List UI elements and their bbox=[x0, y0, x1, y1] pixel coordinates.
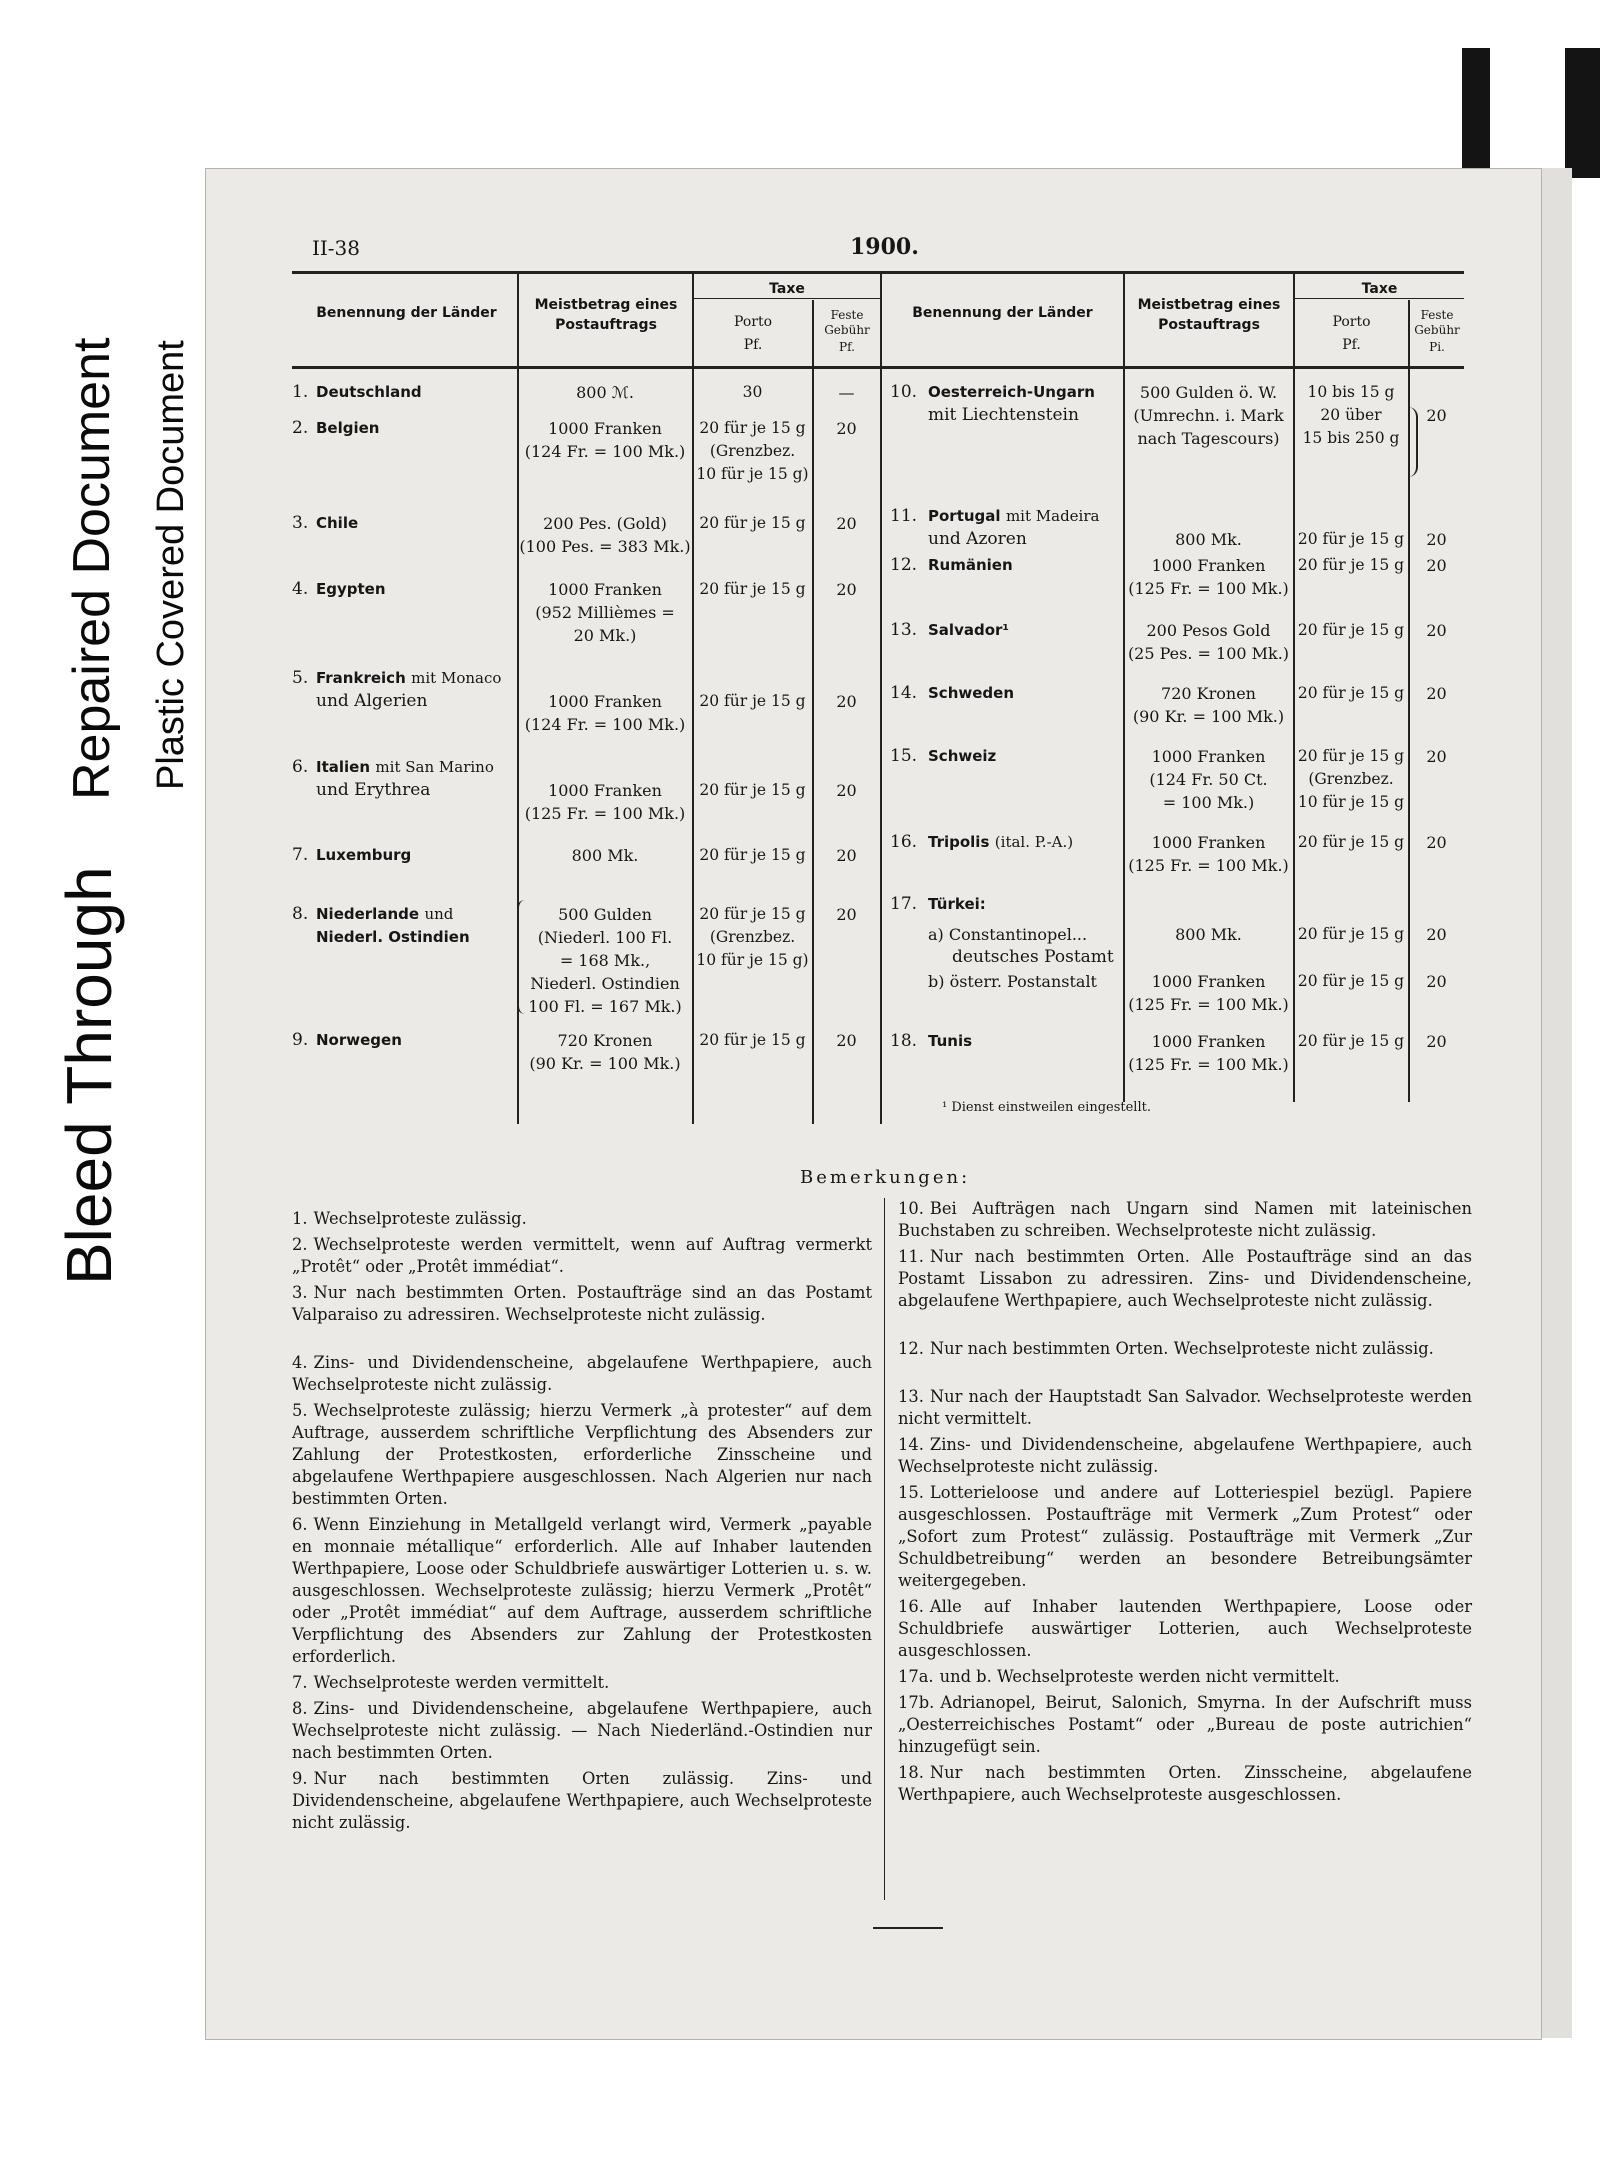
max-amount-cell: (25 Pes. = 100 Mk.) bbox=[1127, 644, 1290, 663]
header-max-amount: Meistbetrag eines Postauftrags bbox=[1137, 297, 1281, 333]
remark-item bbox=[292, 1282, 872, 1326]
porto-cell: 20 für je 15 g bbox=[1297, 925, 1405, 943]
remark-item bbox=[898, 1386, 1472, 1430]
max-amount-cell: 20 Mk.) bbox=[573, 626, 637, 645]
max-amount-cell: = 100 Mk.) bbox=[1162, 793, 1255, 812]
country-name: Egypten bbox=[316, 580, 386, 598]
porto-cell: 20 für je 15 g bbox=[1297, 1032, 1405, 1050]
row-number: 17. bbox=[890, 894, 918, 914]
country-cell bbox=[316, 381, 516, 404]
header-porto: Porto bbox=[733, 314, 773, 330]
remark-text: Zins- und Dividendenscheine, abgelaufene Werthpapiere, auch Wechselproteste nicht zulässig. bbox=[898, 1435, 1472, 1476]
remark-text: Adrianopel, Beirut, Salonich, Smyrna. In der Aufschrift muss „Oesterreichisches Postamt“ oder „Bureau de poste autrichien“ hinzugefügt sein. bbox=[898, 1693, 1472, 1756]
country-cell bbox=[316, 756, 516, 779]
remark-item bbox=[292, 1400, 872, 1510]
fee-cell: 20 bbox=[1426, 1032, 1447, 1051]
header-porto-unit: Pf. bbox=[743, 337, 763, 353]
country-line-2: Niederl. Ostindien bbox=[316, 928, 470, 946]
row-number: 5. bbox=[292, 668, 309, 688]
remark-item bbox=[898, 1198, 1472, 1242]
country-suffix: mit San Marino bbox=[375, 758, 494, 776]
fee-cell: 20 bbox=[1426, 406, 1447, 425]
remark-number: 15. bbox=[898, 1483, 924, 1502]
max-amount-cell: = 168 Mk., bbox=[559, 951, 651, 970]
porto-cell: 10 für je 15 g) bbox=[696, 951, 809, 969]
country-cell bbox=[928, 505, 1122, 528]
max-amount-cell: (100 Pes. = 383 Mk.) bbox=[519, 537, 691, 556]
remark-number: 4. bbox=[292, 1353, 308, 1372]
fee-cell: 20 bbox=[1426, 972, 1447, 991]
country-name: Belgien bbox=[316, 419, 380, 437]
max-amount-cell: 800 Mk. bbox=[1175, 530, 1242, 549]
country-name: Schweden bbox=[928, 684, 1014, 702]
max-amount-cell: (125 Fr. = 100 Mk.) bbox=[1128, 579, 1289, 598]
max-amount-cell: nach Tagescours) bbox=[1137, 429, 1280, 448]
max-amount-cell: 800 Mk. bbox=[571, 846, 639, 865]
country-name: Norwegen bbox=[316, 1031, 402, 1049]
remark-item bbox=[292, 1672, 872, 1694]
max-amount-cell: 1000 Franken bbox=[1151, 972, 1266, 991]
country-cell bbox=[928, 893, 1122, 916]
row-number: 11. bbox=[890, 506, 918, 526]
max-amount-cell: (Niederl. 100 Fl. bbox=[537, 928, 673, 947]
country-cell bbox=[316, 1029, 516, 1052]
country-line-2: und Azoren bbox=[928, 529, 1027, 549]
header-porto: Porto bbox=[1332, 314, 1371, 330]
remark-number: 16. bbox=[898, 1597, 924, 1616]
remark-item bbox=[292, 1208, 872, 1230]
country-name: Türkei: bbox=[928, 895, 986, 913]
max-amount-cell: 1000 Franken bbox=[548, 419, 662, 438]
remark-text: Bei Aufträgen nach Ungarn sind Namen mit lateinischen Buchstaben zu schreiben. Wechselproteste nicht zulässig. bbox=[898, 1199, 1472, 1240]
remark-text: Wechselproteste werden vermittelt, wenn auf Auftrag vermerkt „Protêt“ oder „Protêt immédiat“. bbox=[292, 1235, 872, 1276]
remark-item bbox=[292, 1352, 872, 1396]
country-cell bbox=[928, 554, 1122, 577]
remark-number: 8. bbox=[292, 1699, 308, 1718]
country-cell bbox=[928, 745, 1122, 768]
country-name: Schweiz bbox=[928, 747, 997, 765]
remark-number: 17a. bbox=[898, 1667, 934, 1686]
porto-cell: 20 für je 15 g bbox=[1297, 747, 1405, 765]
porto-cell: 20 für je 15 g bbox=[1297, 833, 1405, 851]
fee-cell: 20 bbox=[1426, 621, 1447, 640]
max-amount-cell: 1000 Franken bbox=[548, 781, 662, 800]
max-amount-cell: (125 Fr. = 100 Mk.) bbox=[524, 804, 686, 823]
country-cell bbox=[928, 970, 1122, 994]
max-amount-cell: 500 Gulden ö. W. bbox=[1139, 383, 1278, 402]
country-name: Tripolis bbox=[928, 833, 990, 851]
country-name: Deutschland bbox=[316, 383, 422, 401]
remark-text: Lotterieloose und andere auf Lotteriespiel bezügl. Papiere ausgeschlossen. Postaufträge mit Vermerk „Zum Protest“ oder „Sofort zum Protest“ zulässig. Postaufträge mit Vermerk „Zur Schuldbetreibung“ werden an besondere Betreibungsämter weitergegeben. bbox=[898, 1483, 1472, 1590]
country-cell bbox=[928, 619, 1122, 642]
remark-item bbox=[898, 1482, 1472, 1592]
country-suffix: mit Madeira bbox=[1005, 507, 1100, 525]
remarks-divider bbox=[884, 1198, 885, 1900]
remark-item bbox=[292, 1514, 872, 1668]
row-number: 13. bbox=[890, 620, 918, 640]
fee-cell: 20 bbox=[836, 580, 857, 599]
header-fee: Feste Gebühr bbox=[1414, 308, 1460, 337]
country-name: b) österr. Postanstalt bbox=[928, 972, 1097, 991]
bleed-through-label: Bleed Through bbox=[53, 866, 125, 1285]
country-name: Rumänien bbox=[928, 556, 1013, 574]
row-number: 16. bbox=[890, 832, 918, 852]
remark-number: 11. bbox=[898, 1247, 924, 1266]
max-amount-cell: (90 Kr. = 100 Mk.) bbox=[1132, 707, 1285, 726]
remark-text: Zins- und Dividendenscheine, abgelaufene Werthpapiere, auch Wechselproteste nicht zulässig. — Nach Niederländ.-Ostindien nur nach bestimmten Orten. bbox=[292, 1699, 872, 1762]
row-number: 12. bbox=[890, 555, 918, 575]
fee-cell: 20 bbox=[1426, 925, 1447, 944]
header-country: Benennung der Länder bbox=[912, 305, 1093, 321]
max-amount-cell: 800 Mk. bbox=[1175, 925, 1242, 944]
country-name: Oesterreich-Ungarn bbox=[928, 383, 1095, 401]
max-amount-cell: 200 Pes. (Gold) bbox=[543, 514, 667, 533]
remark-text: Alle auf Inhaber lautenden Werthpapiere, Loose oder Schuldbriefe auswärtiger Lotterien, auch Wechselproteste ausgeschlossen. bbox=[898, 1597, 1472, 1660]
country-cell bbox=[928, 831, 1122, 854]
footnote: ¹ Dienst einstweilen eingestellt. bbox=[942, 1100, 1151, 1115]
end-rule bbox=[873, 1927, 943, 1929]
row-number: 15. bbox=[890, 746, 918, 766]
country-line-2: deutsches Postamt bbox=[952, 947, 1114, 967]
page-year: 1900. bbox=[850, 234, 919, 260]
fee-cell: 20 bbox=[836, 514, 857, 533]
country-cell bbox=[316, 844, 516, 867]
country-name: Chile bbox=[316, 514, 359, 532]
remark-number: 12. bbox=[898, 1339, 924, 1358]
remark-item bbox=[898, 1338, 1472, 1360]
remark-item bbox=[292, 1698, 872, 1764]
max-amount-cell: 720 Kronen bbox=[557, 1031, 653, 1050]
remark-text: Nur nach der Hauptstadt San Salvador. Wechselproteste werden nicht vermittelt. bbox=[898, 1387, 1472, 1428]
row-number: 7. bbox=[292, 845, 309, 865]
country-name: Salvador¹ bbox=[928, 621, 1009, 639]
fee-cell: 20 bbox=[836, 781, 857, 800]
porto-cell: 20 für je 15 g bbox=[699, 692, 806, 710]
max-amount-cell: 200 Pesos Gold bbox=[1146, 621, 1271, 640]
remark-number: 3. bbox=[292, 1283, 308, 1302]
header-max-amount: Meistbetrag eines Postauftrags bbox=[534, 297, 678, 333]
max-amount-cell: (124 Fr. 50 Ct. bbox=[1149, 770, 1268, 789]
row-number: 14. bbox=[890, 683, 918, 703]
country-name: Frankreich bbox=[316, 669, 406, 687]
porto-cell: 20 für je 15 g bbox=[699, 419, 806, 437]
country-cell bbox=[316, 667, 516, 690]
remark-number: 14. bbox=[898, 1435, 924, 1454]
country-name: Luxemburg bbox=[316, 846, 412, 864]
remark-item bbox=[292, 1234, 872, 1278]
remark-number: 13. bbox=[898, 1387, 924, 1406]
header-fee: Feste Gebühr bbox=[824, 308, 870, 337]
header-taxe: Taxe bbox=[769, 281, 805, 297]
header-porto-unit: Pf. bbox=[1342, 337, 1361, 353]
porto-cell: 20 für je 15 g bbox=[1297, 556, 1405, 574]
remark-text: Nur nach bestimmten Orten. Postaufträge sind an das Postamt Valparaiso zu adressiren. Wechselproteste nicht zulässig. bbox=[292, 1283, 872, 1324]
remark-item bbox=[898, 1434, 1472, 1478]
row-number: 3. bbox=[292, 513, 309, 533]
country-suffix: mit Monaco bbox=[411, 669, 502, 687]
max-amount-cell: 720 Kronen bbox=[1161, 684, 1256, 703]
porto-cell: 15 bis 250 g bbox=[1302, 429, 1400, 447]
remark-number: 17b. bbox=[898, 1693, 935, 1712]
remark-text: Nur nach bestimmten Orten. Wechselproteste nicht zulässig. bbox=[929, 1339, 1434, 1358]
row-number: 9. bbox=[292, 1030, 309, 1050]
remark-text: Nur nach bestimmten Orten. Alle Postaufträge sind an das Postamt Lissabon zu adressiren. Zins- und Dividendenscheine, abgelaufene Werthpapiere, auch Wechselproteste nicht zulässig. bbox=[898, 1247, 1472, 1310]
remark-item bbox=[898, 1666, 1472, 1688]
header-taxe: Taxe bbox=[1361, 281, 1398, 297]
row-number: 2. bbox=[292, 418, 309, 438]
fee-cell: 20 bbox=[836, 846, 857, 865]
scan-label-sidebar bbox=[0, 0, 200, 2177]
max-amount-cell: 1000 Franken bbox=[548, 580, 662, 599]
scan-edge-mark bbox=[1462, 48, 1490, 168]
fee-cell: 20 bbox=[1426, 833, 1447, 852]
max-amount-cell: (124 Fr. = 100 Mk.) bbox=[524, 715, 686, 734]
porto-cell: 20 für je 15 g bbox=[699, 514, 806, 532]
remark-number: 9. bbox=[292, 1769, 308, 1788]
country-cell bbox=[316, 417, 516, 440]
fee-cell: 20 bbox=[836, 1031, 857, 1050]
max-amount-cell: Niederl. Ostindien bbox=[530, 974, 680, 993]
country-suffix: (ital. P.-A.) bbox=[994, 833, 1074, 851]
porto-cell: 20 für je 15 g bbox=[1297, 972, 1405, 990]
remark-text: Wenn Einziehung in Metallgeld verlangt wird, Vermerk „payable en monnaie métallique“ erforderlich. Alle auf Inhaber lautenden Werthpapiere, Loose oder Schuldbriefe auswärtiger Lotterien u. s. w. ausgeschlossen. Wechselproteste zulässig; hierzu Vermerk „Protêt“ oder „Protêt immédiat“ auf dem Auftrage, ausserdem schriftliche Verpflichtung des Absenders zur Zahlung der Protestkosten erforderlich. bbox=[292, 1515, 872, 1666]
porto-cell: 20 über bbox=[1320, 406, 1382, 424]
remark-number: 6. bbox=[292, 1515, 308, 1534]
max-amount-cell: 1000 Franken bbox=[1151, 833, 1266, 852]
country-cell bbox=[928, 682, 1122, 705]
porto-cell: (Grenzbez. bbox=[709, 442, 796, 460]
fee-cell: 20 bbox=[836, 905, 857, 924]
row-number: 1. bbox=[292, 382, 309, 402]
max-amount-cell: (124 Fr. = 100 Mk.) bbox=[524, 442, 686, 461]
max-amount-cell: (90 Kr. = 100 Mk.) bbox=[529, 1054, 681, 1073]
porto-cell: (Grenzbez. bbox=[709, 928, 796, 946]
porto-cell: 20 für je 15 g bbox=[1297, 684, 1405, 702]
fee-cell: 20 bbox=[1426, 747, 1447, 766]
porto-cell: 20 für je 15 g bbox=[1297, 621, 1405, 639]
remark-number: 5. bbox=[292, 1401, 308, 1420]
max-amount-cell: 100 Fl. = 167 Mk.) bbox=[528, 997, 682, 1016]
country-line-2: und Erythrea bbox=[316, 780, 431, 800]
country-line-2: und Algerien bbox=[316, 691, 428, 711]
remark-text: Wechselproteste zulässig; hierzu Vermerk „à protester“ auf dem Auftrage, ausserdem schriftliche Verpflichtung des Absenders zur Zahlung der Protestkosten, erforderliche Zinsscheine und abgelaufene Werthpapiere ausgeschlossen. Nach Algerien nur nach bestimmten Orten. bbox=[292, 1401, 872, 1508]
fee-cell: 20 bbox=[1426, 684, 1447, 703]
page-number: II-38 bbox=[312, 236, 361, 260]
fee-cell: — bbox=[838, 383, 855, 402]
country-cell bbox=[928, 923, 1122, 947]
country-cell bbox=[928, 1030, 1122, 1053]
country-suffix: und bbox=[424, 905, 454, 923]
porto-cell: 20 für je 15 g bbox=[1297, 530, 1405, 548]
porto-cell: 20 für je 15 g bbox=[699, 905, 806, 923]
country-name: a) Constantinopel... bbox=[928, 925, 1088, 944]
porto-cell: 10 für je 15 g) bbox=[696, 465, 809, 483]
row-number: 18. bbox=[890, 1031, 918, 1051]
remark-text: Wechselproteste zulässig. bbox=[313, 1209, 527, 1228]
fee-cell: 20 bbox=[836, 419, 857, 438]
porto-cell: 20 für je 15 g bbox=[699, 781, 806, 799]
table-header-rule bbox=[292, 366, 1464, 369]
max-amount-cell: (125 Fr. = 100 Mk.) bbox=[1128, 856, 1289, 875]
table-top-rule bbox=[292, 271, 1464, 274]
plastic-covered-label: Plastic Covered Document bbox=[150, 340, 192, 790]
repaired-document-label: Repaired Document bbox=[63, 337, 121, 800]
max-amount-cell: 500 Gulden bbox=[558, 905, 652, 924]
country-cell bbox=[316, 903, 516, 926]
country-name: Italien bbox=[316, 758, 371, 776]
max-amount-cell: 1000 Franken bbox=[1151, 1032, 1266, 1051]
porto-cell: 20 für je 15 g bbox=[699, 1031, 806, 1049]
row-number: 4. bbox=[292, 579, 309, 599]
header-country: Benennung der Länder bbox=[316, 305, 497, 321]
adjacent-page-edge bbox=[1540, 168, 1572, 2038]
country-cell bbox=[316, 578, 516, 601]
country-line-2: mit Liechtenstein bbox=[928, 405, 1079, 425]
max-amount-cell: (Umrechn. i. Mark bbox=[1133, 406, 1284, 425]
remark-text: Wechselproteste werden vermittelt. bbox=[313, 1673, 610, 1692]
row-number: 6. bbox=[292, 757, 309, 777]
country-name: Portugal bbox=[928, 507, 1001, 525]
porto-cell: 10 für je 15 g bbox=[1297, 793, 1405, 811]
remark-text: Nur nach bestimmten Orten zulässig. Zins- und Dividendenscheine, abgelaufene Werthpapiere, auch Wechselproteste nicht zulässig. bbox=[292, 1769, 872, 1832]
brace-mark bbox=[517, 900, 525, 1014]
header-fee-unit: Pi. bbox=[1429, 340, 1445, 354]
remark-number: 2. bbox=[292, 1235, 308, 1254]
max-amount-cell: 1000 Franken bbox=[1151, 556, 1266, 575]
max-amount-cell: 1000 Franken bbox=[1151, 747, 1266, 766]
max-amount-cell: 1000 Franken bbox=[548, 692, 662, 711]
fee-cell: 20 bbox=[1426, 530, 1447, 549]
fee-cell: 20 bbox=[1426, 556, 1447, 575]
remark-number: 18. bbox=[898, 1763, 924, 1782]
max-amount-cell: 800 ℳ. bbox=[576, 383, 634, 402]
remark-text: Nur nach bestimmten Orten. Zinsscheine, abgelaufene Werthpapiere, auch Wechselproteste ausgeschlossen. bbox=[898, 1763, 1472, 1804]
row-number: 10. bbox=[890, 382, 918, 402]
max-amount-cell: (952 Millièmes = bbox=[535, 603, 675, 622]
country-cell bbox=[316, 512, 516, 535]
porto-cell: 30 bbox=[742, 383, 763, 401]
remarks-title: Bemerkungen: bbox=[800, 1167, 971, 1188]
porto-cell: 20 für je 15 g bbox=[699, 846, 806, 864]
remark-number: 10. bbox=[898, 1199, 924, 1218]
row-number: 8. bbox=[292, 904, 309, 924]
porto-cell: 10 bis 15 g bbox=[1307, 383, 1395, 401]
remark-text: und b. Wechselproteste werden nicht vermittelt. bbox=[939, 1667, 1340, 1686]
porto-cell: 20 für je 15 g bbox=[699, 580, 806, 598]
country-cell bbox=[928, 381, 1122, 404]
max-amount-cell: (125 Fr. = 100 Mk.) bbox=[1128, 995, 1289, 1014]
header-fee-unit: Pf. bbox=[839, 340, 855, 354]
remark-item bbox=[898, 1596, 1472, 1662]
remark-item bbox=[292, 1768, 872, 1834]
scan-edge-mark bbox=[1565, 48, 1600, 178]
remark-item bbox=[898, 1692, 1472, 1758]
remark-number: 7. bbox=[292, 1673, 308, 1692]
max-amount-cell: (125 Fr. = 100 Mk.) bbox=[1128, 1055, 1289, 1074]
fee-cell: 20 bbox=[836, 692, 857, 711]
remark-item bbox=[898, 1246, 1472, 1312]
column-rule bbox=[880, 272, 882, 1124]
remark-number: 1. bbox=[292, 1209, 308, 1228]
remark-text: Zins- und Dividendenscheine, abgelaufene Werthpapiere, auch Wechselproteste nicht zulässig. bbox=[292, 1353, 872, 1394]
country-name: Tunis bbox=[928, 1032, 973, 1050]
country-name: Niederlande bbox=[316, 905, 420, 923]
remark-item bbox=[898, 1762, 1472, 1806]
brace-mark bbox=[1408, 407, 1418, 477]
porto-cell: (Grenzbez. bbox=[1308, 770, 1394, 788]
